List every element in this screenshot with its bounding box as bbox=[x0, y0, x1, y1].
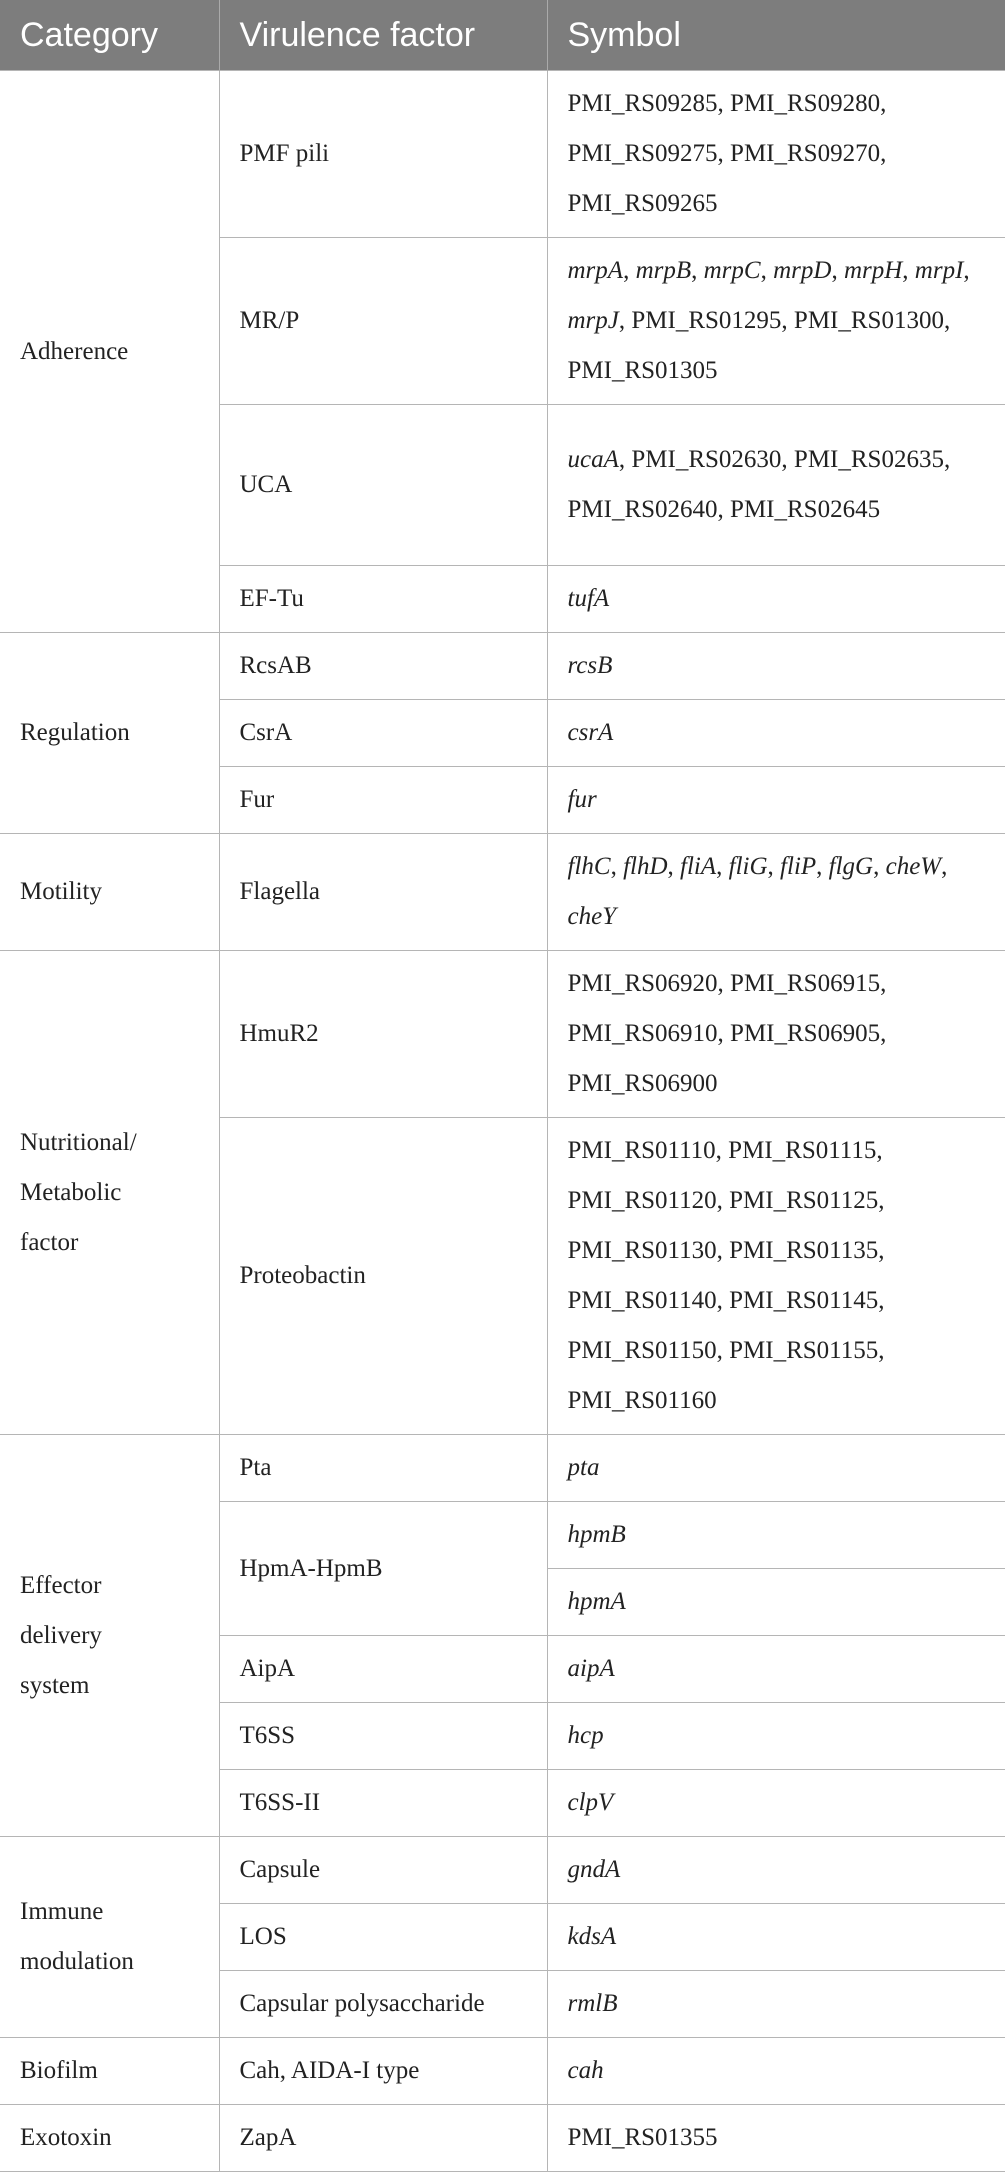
factor-cell: T6SS bbox=[219, 1703, 547, 1770]
symbol-cell: PMI_RS06920, PMI_RS06915, PMI_RS06910, PMI_RS06905, PMI_RS06900 bbox=[547, 951, 1005, 1118]
factor-cell: RcsAB bbox=[219, 633, 547, 700]
header-row bbox=[0, 0, 1005, 71]
factor-cell: Cah, AIDA-I type bbox=[219, 2038, 547, 2105]
header-virulence-factor: Virulence factor bbox=[219, 0, 547, 71]
factor-cell: HmuR2 bbox=[219, 951, 547, 1118]
category-immune: Immune modulation bbox=[0, 1837, 219, 2038]
category-biofilm: Biofilm bbox=[0, 2038, 219, 2105]
category-nutritional: Nutritional/ Metabolic factor bbox=[0, 951, 219, 1435]
symbol-cell: PMI_RS09285, PMI_RS09280, PMI_RS09275, PMI_RS09270, PMI_RS09265 bbox=[547, 71, 1005, 238]
table-row bbox=[0, 2105, 1005, 2172]
factor-cell: Fur bbox=[219, 767, 547, 834]
factor-cell: UCA bbox=[219, 405, 547, 566]
symbol-cell: aipA bbox=[547, 1636, 1005, 1703]
symbol-cell: kdsA bbox=[547, 1904, 1005, 1971]
symbol-cell: cah bbox=[547, 2038, 1005, 2105]
symbol-cell: rcsB bbox=[547, 633, 1005, 700]
table-row bbox=[0, 71, 1005, 238]
factor-cell: MR/P bbox=[219, 238, 547, 405]
table-row bbox=[0, 633, 1005, 700]
symbol-cell: hpmA bbox=[547, 1569, 1005, 1636]
category-exotoxin: Exotoxin bbox=[0, 2105, 219, 2172]
factor-cell: LOS bbox=[219, 1904, 547, 1971]
symbol-cell: tufA bbox=[547, 566, 1005, 633]
symbol-cell: flhC, flhD, fliA, fliG, fliP, flgG, cheW, cheY bbox=[547, 834, 1005, 951]
table-row bbox=[0, 1837, 1005, 1904]
factor-cell: Flagella bbox=[219, 834, 547, 951]
factor-cell: T6SS-II bbox=[219, 1770, 547, 1837]
table-row bbox=[0, 951, 1005, 1118]
symbol-cell: clpV bbox=[547, 1770, 1005, 1837]
factor-cell: Proteobactin bbox=[219, 1118, 547, 1435]
symbol-cell: fur bbox=[547, 767, 1005, 834]
table-row bbox=[0, 834, 1005, 951]
category-adherence: Adherence bbox=[0, 71, 219, 633]
header-category: Category bbox=[0, 0, 219, 71]
symbol-cell: ucaA, PMI_RS02630, PMI_RS02635, PMI_RS02640, PMI_RS02645 bbox=[547, 405, 1005, 566]
category-motility: Motility bbox=[0, 834, 219, 951]
header-symbol: Symbol bbox=[547, 0, 1005, 71]
factor-cell: AipA bbox=[219, 1636, 547, 1703]
factor-cell: Capsular polysaccharide bbox=[219, 1971, 547, 2038]
factor-cell: CsrA bbox=[219, 700, 547, 767]
symbol-cell: hcp bbox=[547, 1703, 1005, 1770]
factor-cell: EF-Tu bbox=[219, 566, 547, 633]
factor-cell: Capsule bbox=[219, 1837, 547, 1904]
symbol-cell: PMI_RS01355 bbox=[547, 2105, 1005, 2172]
symbol-cell: PMI_RS01110, PMI_RS01115, PMI_RS01120, PMI_RS01125, PMI_RS01130, PMI_RS01135, PMI_RS01140, PMI_RS01145, PMI_RS01150, PMI_RS01155, PMI_RS01160 bbox=[547, 1118, 1005, 1435]
symbol-cell: csrA bbox=[547, 700, 1005, 767]
factor-cell: ZapA bbox=[219, 2105, 547, 2172]
symbol-cell: mrpA, mrpB, mrpC, mrpD, mrpH, mrpI, mrpJ, PMI_RS01295, PMI_RS01300, PMI_RS01305 bbox=[547, 238, 1005, 405]
symbol-cell: gndA bbox=[547, 1837, 1005, 1904]
factor-cell: Pta bbox=[219, 1435, 547, 1502]
table-row bbox=[0, 1435, 1005, 1502]
factor-cell: HpmA-HpmB bbox=[219, 1502, 547, 1636]
category-effector: Effector delivery system bbox=[0, 1435, 219, 1837]
symbol-cell: pta bbox=[547, 1435, 1005, 1502]
category-regulation: Regulation bbox=[0, 633, 219, 834]
symbol-cell: rmlB bbox=[547, 1971, 1005, 2038]
factor-cell: PMF pili bbox=[219, 71, 547, 238]
symbol-cell: hpmB bbox=[547, 1502, 1005, 1569]
table-row bbox=[0, 2038, 1005, 2105]
